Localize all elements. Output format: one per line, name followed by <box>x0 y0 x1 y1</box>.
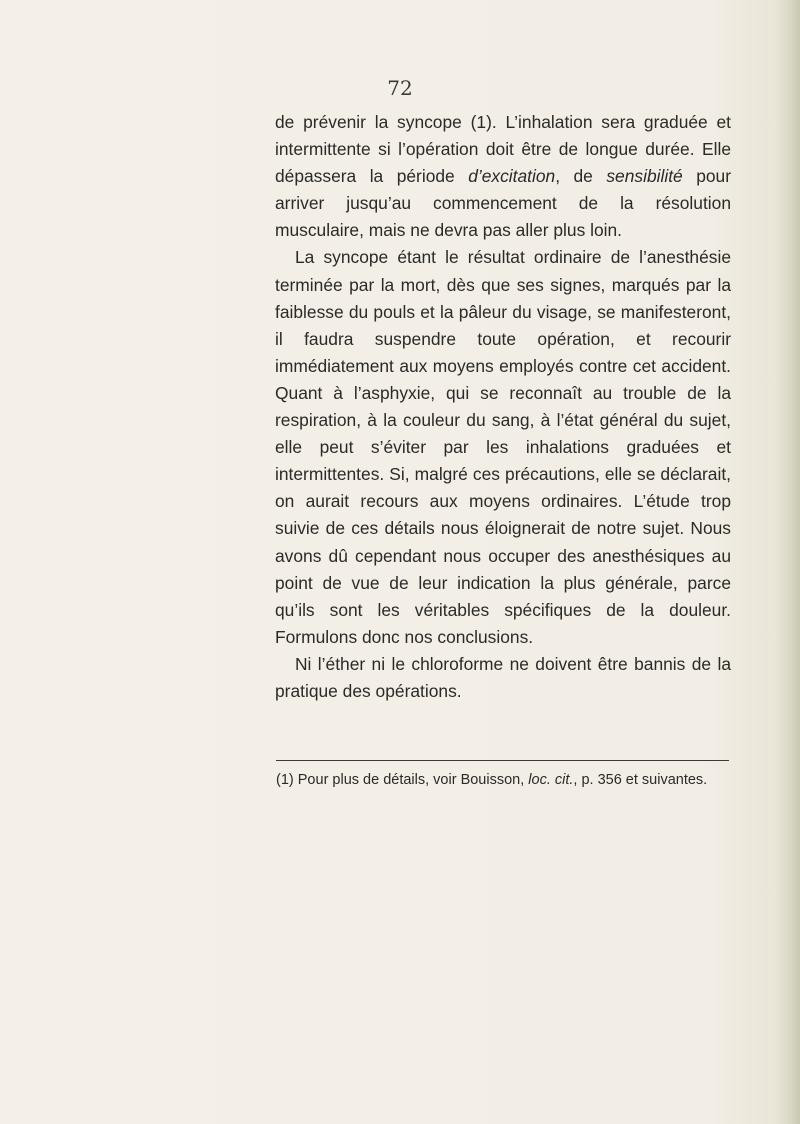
paragraph-1-part-3: , de <box>555 166 607 187</box>
paragraph-1 <box>275 109 731 244</box>
term-excitation: d’excitation <box>468 166 556 187</box>
footnote-marker: (1) <box>276 772 294 788</box>
footnote-part-3: , p. 356 et suivantes. <box>573 772 708 788</box>
footnote-citation: loc. cit. <box>528 772 574 788</box>
paragraph-1-part-5: pour arriver jusqu’au commencement de la résolution musculaire, mais ne devra pas aller plus loin. <box>275 166 732 241</box>
footnote <box>276 769 732 792</box>
paragraph-1-part-1: de prévenir la syncope (1). L’inhalation sera graduée et intermittente si l’opération doit être de longue durée. Elle dépassera la période <box>275 112 731 187</box>
page-number: 72 <box>387 76 413 100</box>
body-text <box>275 109 731 705</box>
paragraph-3: Ni l’éther ni le chloroforme ne doivent être bannis de la pratique des opérations. <box>275 653 731 701</box>
footnote-part-1: Pour plus de détails, voir Bouisson, <box>293 772 529 788</box>
paragraph-2: La syncope étant le résultat ordinaire de l’anesthésie terminée par la mort, dès que ses signes, marqués par la faiblesse du pouls et la pâleur du visage, se manifesteront, il faudra suspendre toute opération, et recourir immédiatement aux moyens employés contre cet accident. Quant à l’asphyxie, qui se reconnaît au trouble de la respiration, à la couleur du sang, à l’état général du sujet, elle peut s’éviter par les inhalations graduées et intermittentes. Si, malgré ces précautions, elle se déclarait, on aurait recours aux moyens ordinaires. L’étude trop suivie de ces détails nous éloignerait de notre sujet. Nous avons dû cependant nous occuper des anesthésiques au point de vue de leur indication la plus générale, parce qu’ils sont les véritables spécifiques de la douleur. Formulons donc nos conclusions. <box>275 247 731 647</box>
page-edge-shadow <box>776 0 800 1124</box>
term-sensibilite: sensibilité <box>606 166 683 187</box>
footnote-rule <box>276 760 729 761</box>
